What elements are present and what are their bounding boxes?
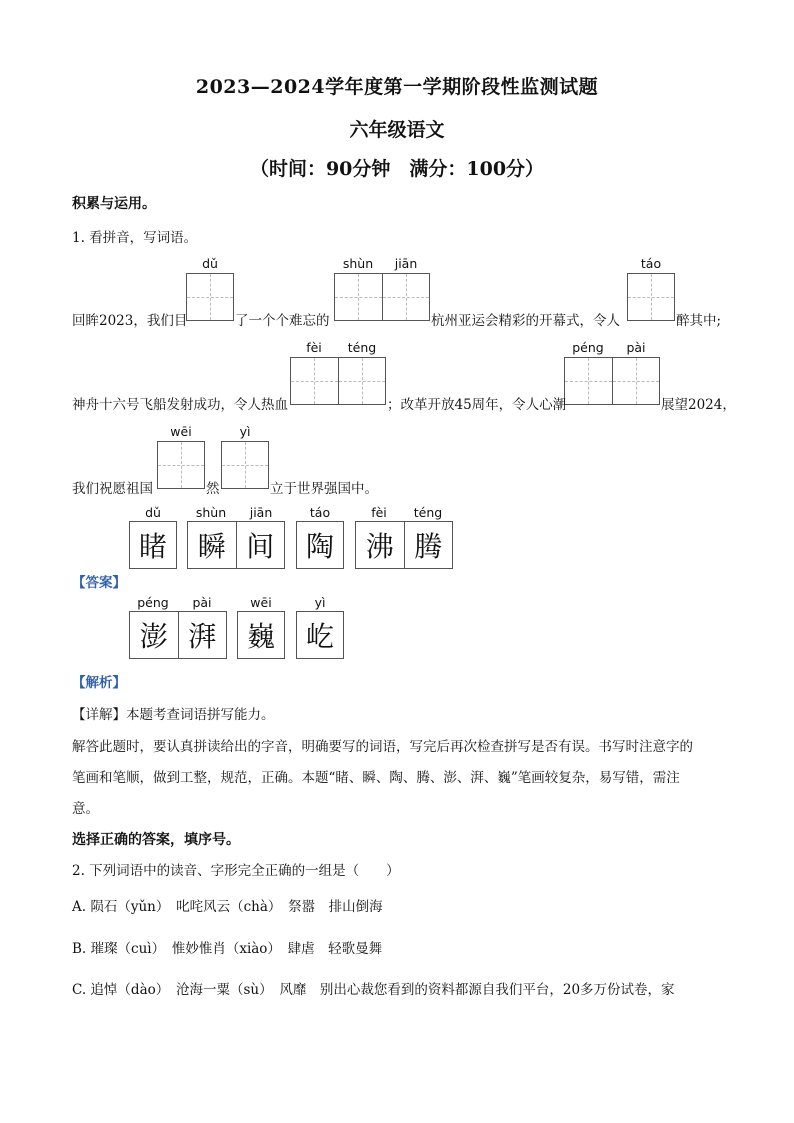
writing-box-pengpai[interactable] <box>564 357 660 405</box>
answer-char-wei: 巍 <box>246 620 275 653</box>
writing-box-wei[interactable] <box>157 441 205 489</box>
q1-line2-part3: 展望2024， <box>661 397 736 413</box>
section-heading-accumulation: 积累与运用。 <box>72 196 156 212</box>
writing-box-shunjian[interactable] <box>334 273 430 321</box>
question-1-stem: 1. 看拼音，写词语。 <box>72 230 198 246</box>
pinyin-yi: yì <box>239 424 251 439</box>
answer-char-shun: 瞬 <box>188 522 237 568</box>
pinyin-pai: pài <box>626 340 646 355</box>
writing-box-du[interactable] <box>186 273 234 321</box>
pinyin-fei: fèi <box>306 340 322 355</box>
q1-line3-part3: 立于世界强国中。 <box>270 481 378 497</box>
answer-char-pai: 湃 <box>188 620 217 653</box>
analysis-detail: 【详解】本题考查词语拼写能力。 <box>72 707 275 723</box>
answer-box-du <box>129 521 177 569</box>
question-2-stem: 2. 下列词语中的读音、字形完全正确的一组是（ ） <box>72 863 400 879</box>
analysis-label: 【解析】 <box>72 675 126 691</box>
answer-label: 【答案】 <box>72 575 126 591</box>
q1-line3-part2: 然 <box>206 481 220 497</box>
q1-line1-part2: 了一个个难忘的 <box>235 313 330 329</box>
answer-pinyin-yi: yì <box>314 595 326 610</box>
writing-box-tao[interactable] <box>627 273 675 321</box>
analysis-explain-line1: 解答此题时，要认真拼读给出的字音，明确要写的词语，写完后再次检查拼写是否有误。书写时注意字的 <box>72 739 693 755</box>
pinyin-tao: táo <box>640 256 662 271</box>
question-2-option-b[interactable]: B. 璀璨（cuì） 惟妙惟肖（xiào） 肆虐 轻歌曼舞 <box>72 941 383 957</box>
analysis-explain-line2: 笔画和笔顺，做到工整，规范，正确。本题“睹、瞬、陶、腾、澎、湃、巍”笔画较复杂，易写错，需注 <box>72 770 680 786</box>
q1-line2-part2: ；改革开放45周年，令人心潮 <box>387 397 567 413</box>
pinyin-teng: téng <box>347 340 377 355</box>
question-2-option-a[interactable]: A. 陨石（yǔn） 叱咤风云（chà） 祭嚣 排山倒海 <box>72 899 383 915</box>
q1-line1-part4: 醉其中; <box>676 313 722 329</box>
q1-line3-part1: 我们祝愿祖国 <box>72 481 153 497</box>
answer-pinyin-teng: téng <box>413 505 443 520</box>
answer-pinyin-tao: táo <box>309 505 331 520</box>
pinyin-jian: jiān <box>394 256 418 271</box>
answer-char-fei: 沸 <box>356 522 405 568</box>
answer-pinyin-shun: shùn <box>195 505 227 520</box>
answer-char-peng: 澎 <box>130 612 179 658</box>
answer-box-wei <box>237 611 285 659</box>
pinyin-peng: péng <box>572 340 604 355</box>
exam-title: 2023—2024学年度第一学期阶段性监测试题 <box>195 76 599 98</box>
analysis-explain-line3: 意。 <box>72 801 99 817</box>
answer-pinyin-wei: wēi <box>250 595 272 610</box>
answer-pinyin-peng: péng <box>137 595 169 610</box>
answer-pinyin-jian: jiān <box>249 505 273 520</box>
answer-char-teng: 腾 <box>414 530 443 563</box>
pinyin-wei: wēi <box>170 424 192 439</box>
answer-pinyin-du: dǔ <box>145 505 161 520</box>
answer-box-tao <box>296 521 344 569</box>
exam-subtitle: 六年级语文 <box>349 119 445 141</box>
section-heading-choice: 选择正确的答案，填序号。 <box>72 832 240 848</box>
q1-line1-part3: 杭州亚运会精彩的开幕式，令人 <box>431 313 620 329</box>
writing-box-feiteng[interactable] <box>290 357 386 405</box>
answer-box-shunjian <box>187 521 285 569</box>
pinyin-shun: shùn <box>342 256 374 271</box>
question-2-option-c[interactable]: C. 追悼（dào） 沧海一粟（sù） 风靡 别出心裁您看到的资料都源自我们平台，20多万份试卷，家 <box>72 982 675 998</box>
answer-char-du: 睹 <box>138 530 167 563</box>
q1-line1-part1: 回眸2023，我们目 <box>72 313 188 329</box>
answer-char-jian: 间 <box>246 530 275 563</box>
exam-time-info: （时间：90分钟 满分：100分） <box>249 158 545 180</box>
answer-box-yi <box>296 611 344 659</box>
q1-line2-part1: 神舟十六号飞船发射成功，令人热血 <box>72 397 288 413</box>
writing-box-yi[interactable] <box>221 441 269 489</box>
answer-char-tao: 陶 <box>305 530 334 563</box>
answer-box-feiteng <box>355 521 453 569</box>
answer-box-pengpai <box>129 611 227 659</box>
answer-pinyin-fei: fèi <box>371 505 387 520</box>
pinyin-du: dǔ <box>202 256 218 271</box>
answer-char-yi: 屹 <box>305 620 334 653</box>
answer-pinyin-pai: pài <box>192 595 212 610</box>
